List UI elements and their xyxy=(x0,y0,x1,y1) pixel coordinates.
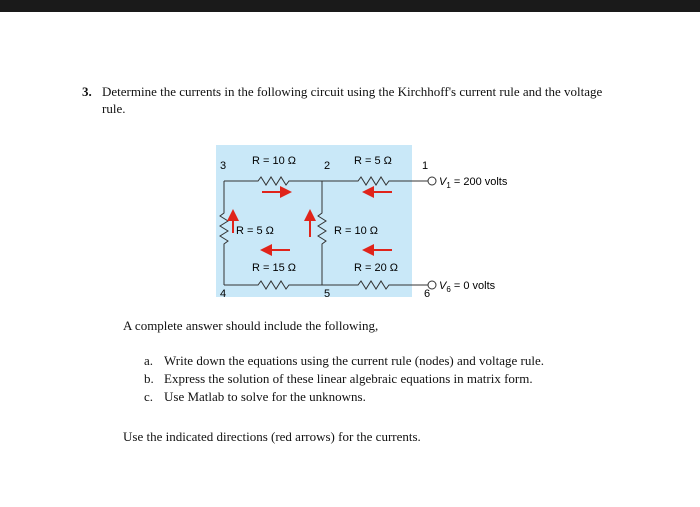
question-text: Determine the currents in the following circuit using the Kirchhoff's current rule and the voltage rule. xyxy=(102,84,603,116)
list-marker: c. xyxy=(144,389,154,404)
list-item xyxy=(144,352,544,370)
resistor-label-top-right: R = 5 Ω xyxy=(354,155,392,167)
circuit-background xyxy=(216,145,412,297)
resistor-label-left: R = 5 Ω xyxy=(236,225,274,237)
top-bar xyxy=(0,0,700,12)
node-2: 2 xyxy=(324,160,331,172)
node-4: 4 xyxy=(220,288,227,297)
node-1: 1 xyxy=(422,160,429,172)
list-marker: b. xyxy=(144,371,154,386)
list-text: Write down the equations using the current rule (nodes) and voltage rule. xyxy=(164,353,544,368)
node-3: 3 xyxy=(220,160,227,172)
node-5: 5 xyxy=(324,288,331,297)
resistor-label-top-left: R = 10 Ω xyxy=(252,155,296,167)
list-marker: a. xyxy=(144,353,154,368)
list-item xyxy=(144,388,544,406)
node-6: 6 xyxy=(424,288,431,297)
circuit-diagram xyxy=(216,145,526,297)
resistor-label-bottom-left: R = 15 Ω xyxy=(252,262,296,274)
instructions-intro: A complete answer should include the following, xyxy=(123,318,379,333)
list-text: Express the solution of these linear algebraic equations in matrix form. xyxy=(164,371,533,386)
resistor-label-middle: R = 10 Ω xyxy=(334,225,378,237)
resistor-label-bottom-right: R = 20 Ω xyxy=(354,262,398,274)
terminal-1 xyxy=(428,177,436,185)
question xyxy=(82,83,622,117)
instructions-list xyxy=(144,352,544,406)
list-item xyxy=(144,370,544,388)
voltage-v6: $V_6 = 0$ volts xyxy=(439,280,496,294)
question-number: 3. xyxy=(82,84,92,99)
directions-note: Use the indicated directions (red arrows) for the currents. xyxy=(123,429,421,444)
list-text: Use Matlab to solve for the unknowns. xyxy=(164,389,366,404)
voltage-v1: $V_1 = 200$ volts xyxy=(439,176,508,190)
